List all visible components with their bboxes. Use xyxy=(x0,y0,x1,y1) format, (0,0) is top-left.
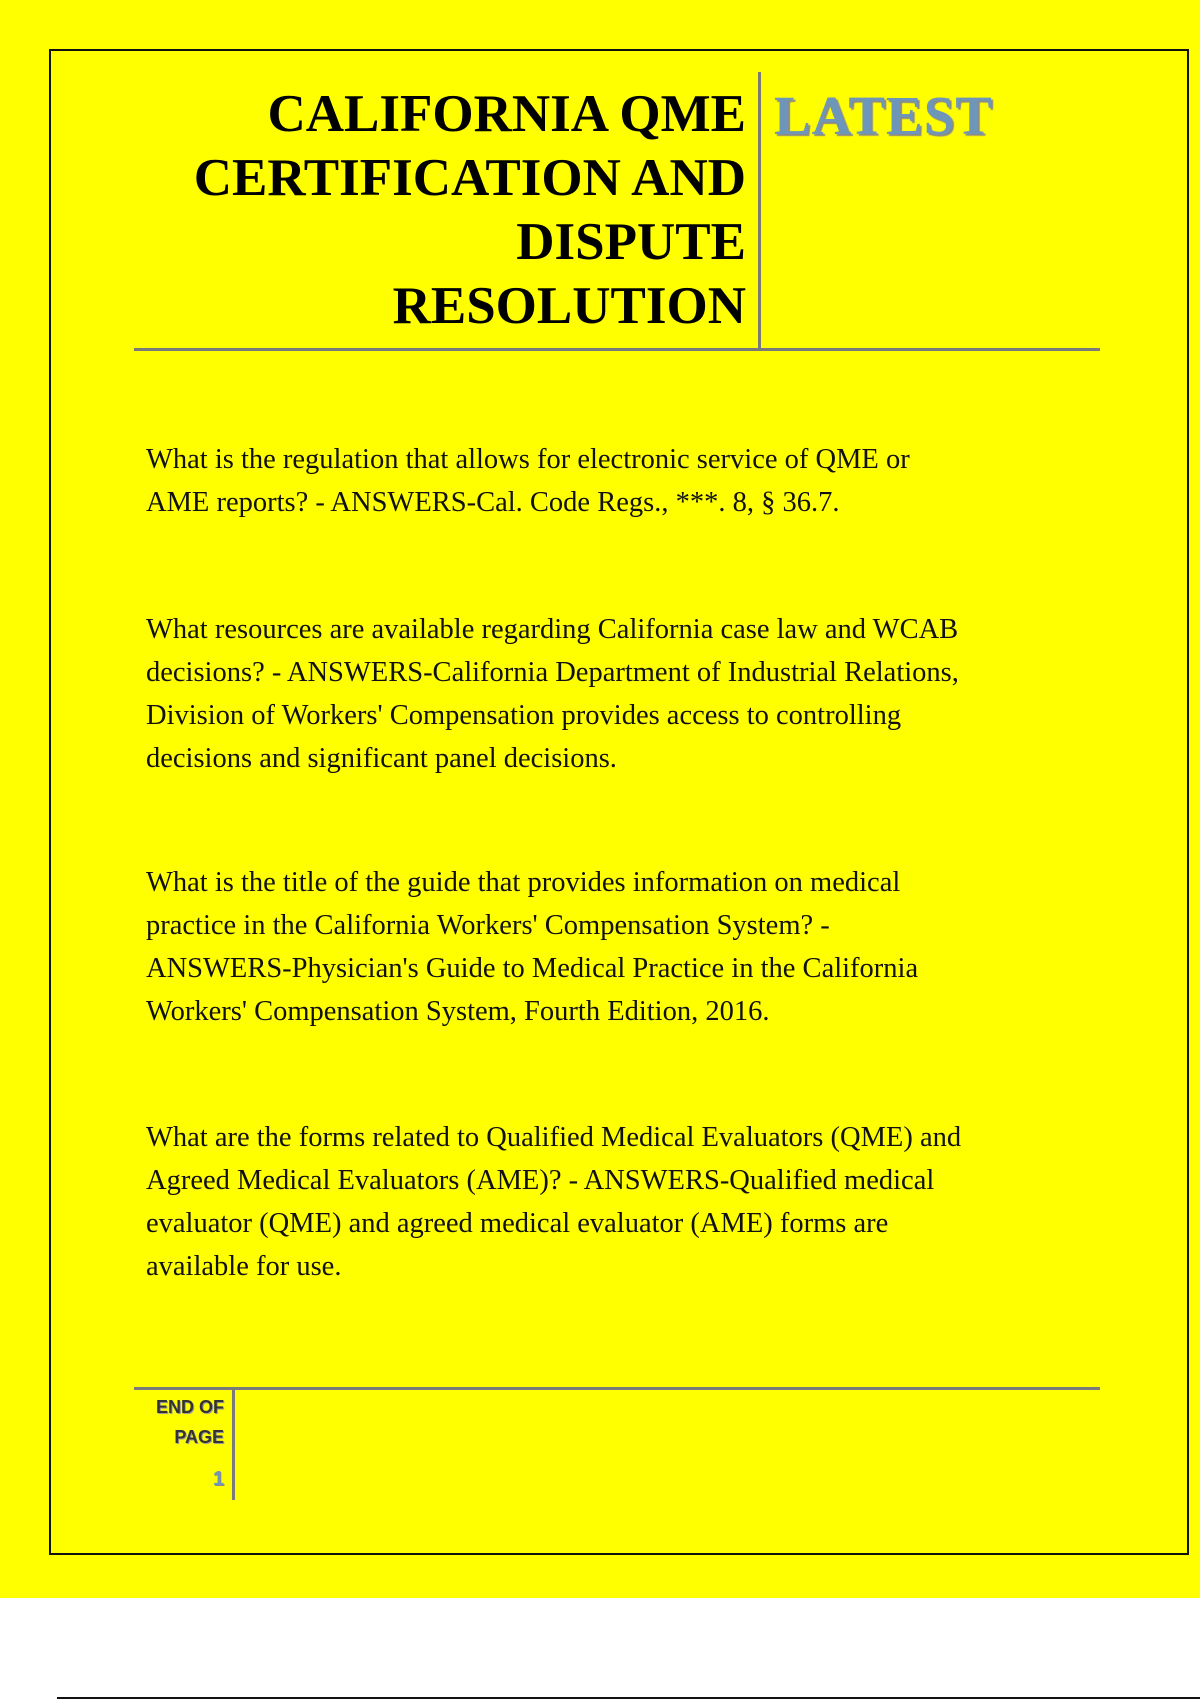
title-horizontal-rule xyxy=(134,348,1100,351)
qa-item: What resources are available regarding California case law and WCAB decisions? - ANSWERS-California Department of Industrial Relations, Division of Workers' Compensation provides access to controlling decisions and significant panel decisions. xyxy=(146,614,959,774)
qa-item: What is the regulation that allows for electronic service of QME or AME reports? - ANSWERS-Cal. Code Regs., ***. 8, § 36.7. xyxy=(146,444,910,518)
document-title: CALIFORNIA QME CERTIFICATION AND DISPUTE RESOLUTION xyxy=(193,85,746,335)
next-page-top-border xyxy=(57,1697,1200,1699)
end-of-page-label: END OF PAGE xyxy=(155,1397,224,1447)
title-block xyxy=(134,72,1100,348)
qa-item: What is the title of the guide that provides information on medical practice in the California Workers' Compensation System? - ANSWERS-Physician's Guide to Medical Practice in the California Workers' Compensation System, Fourth Edition, 2016. xyxy=(146,867,919,1027)
footer-vertical-divider xyxy=(232,1389,235,1500)
latest-tag: LATEST xyxy=(774,85,993,146)
qa-item: What are the forms related to Qualified Medical Evaluators (QME) and Agreed Medical Evaluators (AME)? - ANSWERS-Qualified medical evaluator (QME) and agreed medical evaluator (AME) forms are available for use. xyxy=(146,1122,962,1282)
footer-horizontal-rule xyxy=(134,1387,1100,1390)
page-number: 1 xyxy=(212,1468,224,1490)
title-vertical-divider xyxy=(758,72,761,348)
